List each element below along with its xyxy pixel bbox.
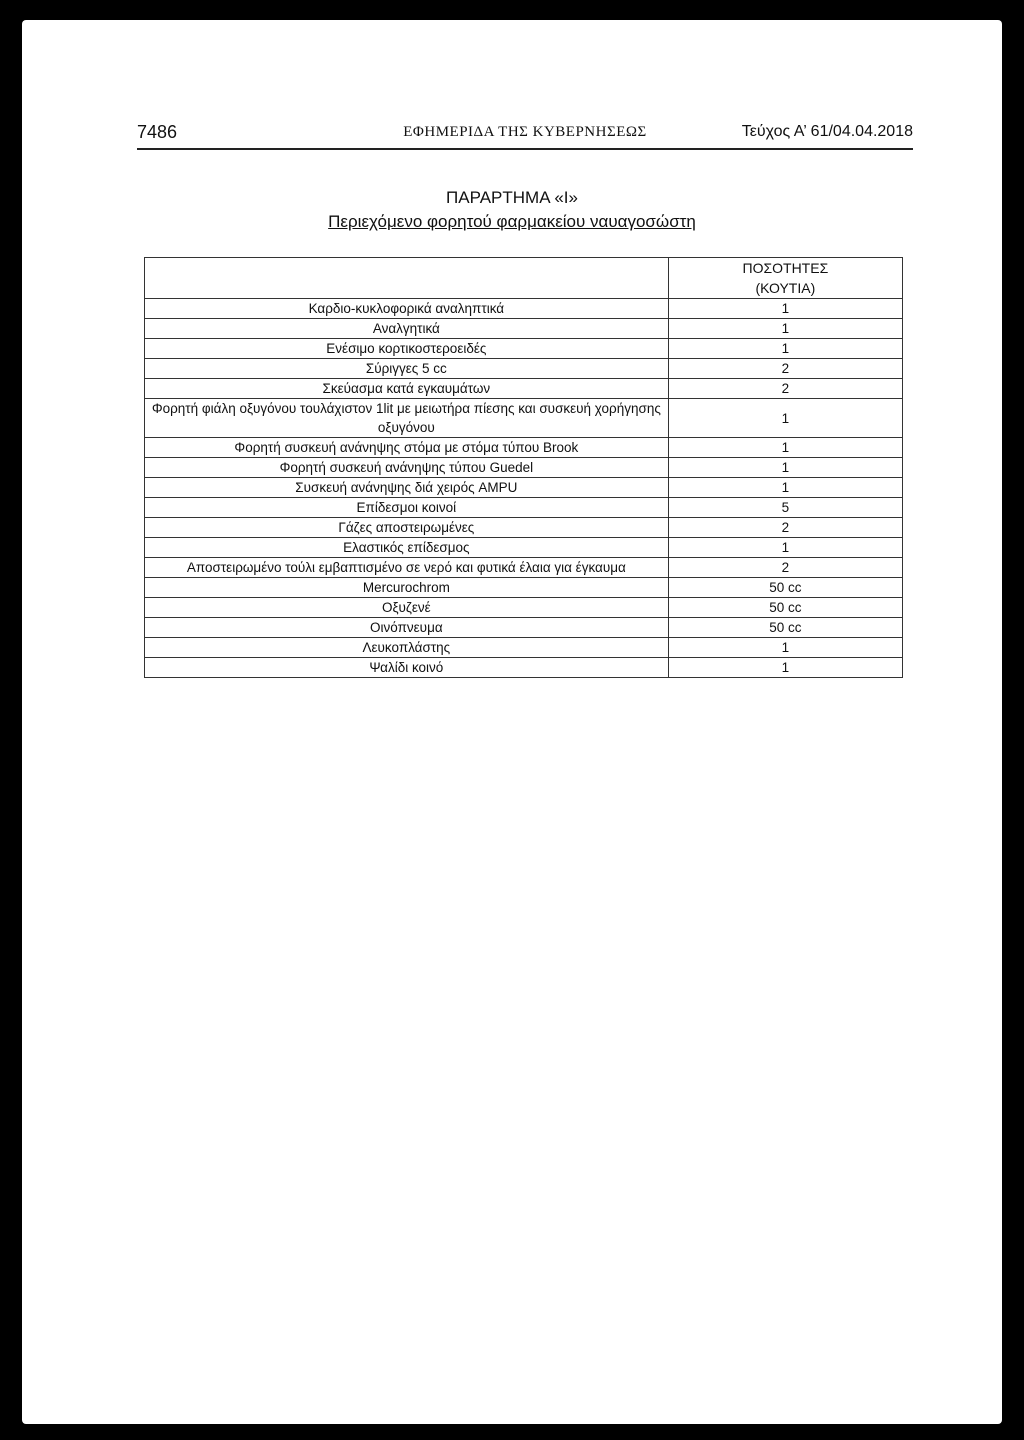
table-row [145, 578, 903, 598]
quantity-cell: 2 [668, 518, 902, 538]
quantity-cell: 50 cc [668, 578, 902, 598]
item-cell: Ενέσιμο κορτικοστεροειδές [145, 339, 669, 359]
quantity-cell: 50 cc [668, 598, 902, 618]
issue-reference: Τεύχος Α’ 61/04.04.2018 [741, 123, 913, 140]
quantity-column-header [668, 258, 902, 299]
table-header-row [145, 258, 903, 299]
item-cell: Ψαλίδι κοινό [145, 658, 669, 678]
table-row [145, 658, 903, 678]
item-cell: Σκεύασμα κατά εγκαυμάτων [145, 379, 669, 399]
annex-subtitle: Περιεχόμενο φορητού φαρμακείου ναυαγοσώστη [328, 212, 696, 231]
quantity-cell: 1 [668, 538, 902, 558]
quantity-cell: 5 [668, 498, 902, 518]
item-cell: Καρδιο-κυκλοφορικά αναληπτικά [145, 299, 669, 319]
quantity-cell: 1 [668, 339, 902, 359]
table-row [145, 359, 903, 379]
table-body [145, 299, 903, 678]
quantity-cell: 1 [668, 299, 902, 319]
quantity-cell: 1 [668, 438, 902, 458]
table-row [145, 558, 903, 578]
quantity-cell: 2 [668, 379, 902, 399]
first-aid-kit-table [144, 257, 903, 678]
quantity-cell: 1 [668, 399, 902, 438]
table-row [145, 319, 903, 339]
item-cell: Αναλγητικά [145, 319, 669, 339]
annex-title: ΠΑΡΑΡΤΗΜΑ «Ι» [446, 188, 578, 207]
table-row [145, 538, 903, 558]
table-row [145, 638, 903, 658]
table-row [145, 438, 903, 458]
item-cell: Επίδεσμοι κοινοί [145, 498, 669, 518]
quantity-cell: 50 cc [668, 618, 902, 638]
item-cell: Φορητή συσκευή ανάνηψης τύπου Guedel [145, 458, 669, 478]
page-number: 7486 [137, 122, 178, 142]
table-row [145, 299, 903, 319]
quantity-cell: 2 [668, 558, 902, 578]
quantity-cell: 1 [668, 458, 902, 478]
quantity-cell: 2 [668, 359, 902, 379]
item-cell: Οινόπνευμα [145, 618, 669, 638]
item-column-header [145, 258, 669, 299]
item-cell: Γάζες αποστειρωμένες [145, 518, 669, 538]
table-row [145, 339, 903, 359]
table-row [145, 379, 903, 399]
item-cell: Φορητή φιάλη οξυγόνου τουλάχιστον 1lit με μειωτήρα πίεσης και συσκευή χορήγησης οξυγόνου [145, 399, 669, 438]
quantity-cell: 1 [668, 478, 902, 498]
document-page [22, 20, 1002, 1424]
item-cell: Mercurochrom [145, 578, 669, 598]
item-cell: Σύριγγες 5 cc [145, 359, 669, 379]
table-row [145, 518, 903, 538]
table-row [145, 498, 903, 518]
quantity-header-line2: (ΚΟΥΤΙΑ) [755, 280, 816, 296]
item-cell: Συσκευή ανάνηψης διά χειρός AMPU [145, 478, 669, 498]
table-row [145, 478, 903, 498]
gazette-name: ΕΦΗΜΕΡΙΔΑ ΤΗΣ ΚΥΒΕΡΝΗΣΕΩΣ [403, 124, 647, 140]
quantity-cell: 1 [668, 638, 902, 658]
item-cell: Φορητή συσκευή ανάνηψης στόμα με στόμα τύπου Brook [145, 438, 669, 458]
quantity-header-line1: ΠΟΣΟΤΗΤΕΣ [742, 260, 829, 276]
table-row [145, 598, 903, 618]
table-row [145, 458, 903, 478]
item-cell: Λευκοπλάστης [145, 638, 669, 658]
table-row [145, 399, 903, 438]
table-row [145, 618, 903, 638]
quantity-cell: 1 [668, 658, 902, 678]
quantity-cell: 1 [668, 319, 902, 339]
item-cell: Αποστειρωμένο τούλι εμβαπτισμένο σε νερό και φυτικά έλαια για έγκαυμα [145, 558, 669, 578]
item-cell: Ελαστικός επίδεσμος [145, 538, 669, 558]
page-header [137, 122, 913, 150]
item-cell: Οξυζενέ [145, 598, 669, 618]
